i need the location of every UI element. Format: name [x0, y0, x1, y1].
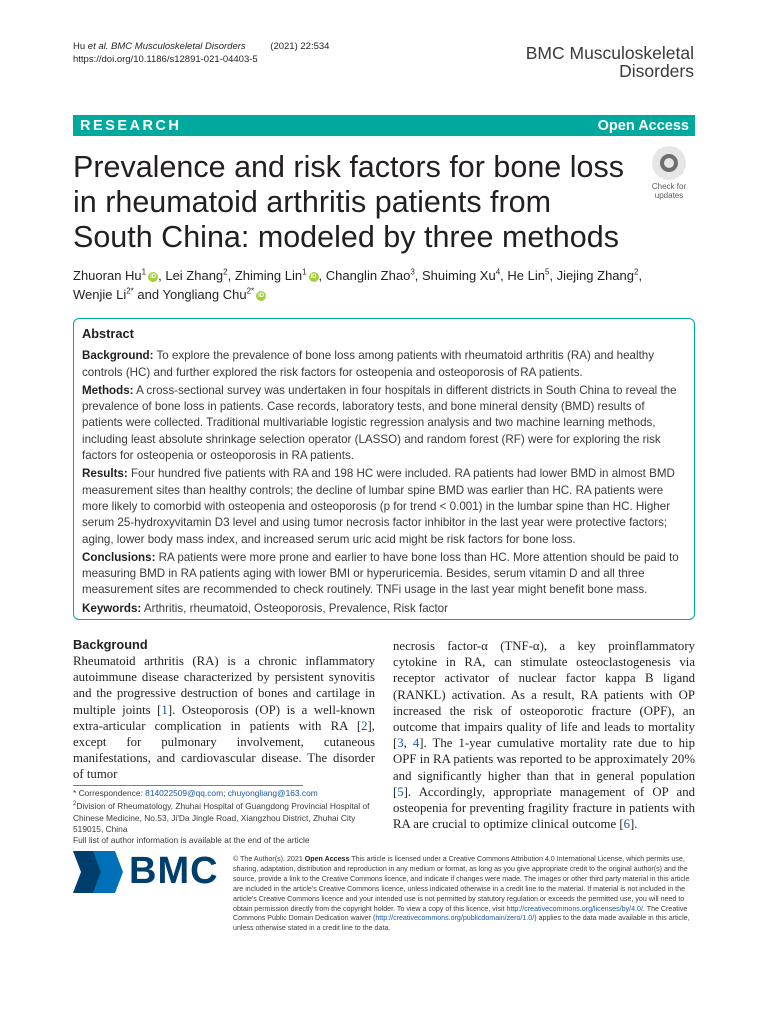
publisher-logo: [73, 850, 223, 895]
license-link[interactable]: http://creativecommons.org/publicdomain/zero/1.0/: [375, 914, 535, 923]
orcid-icon[interactable]: iD: [310, 273, 317, 280]
journal-brand: [526, 44, 694, 80]
bmc-logo-icon: [73, 851, 123, 893]
author-name: He Lin: [507, 268, 545, 283]
brand-line-2: Disorders: [619, 61, 694, 81]
author-affiliation-sup: 2*: [246, 286, 255, 296]
citation-link[interactable]: 3: [397, 736, 404, 751]
author-name: Zhuoran Hu: [73, 268, 142, 283]
more-info-note: Full list of author information is available at the end of the article: [73, 835, 310, 846]
author-list: Zhuoran Hu$^1$ iD , Lei Zhang$^2$, Zhiming Lin$^1$ iD , Changlin Zhao$^3$, Shuiming Xu$^4$, He Lin$^5$, Jiejing Zhang$^2$, Wenjie $Li^{2*}$ and Yongliang Chu$^{2*}$ iD: [73, 267, 643, 302]
author-affiliation-sup: 4: [495, 267, 501, 277]
header-year-volume: (2021) 22:534: [270, 41, 330, 52]
citation-link[interactable]: 5: [397, 784, 404, 799]
article-type: RESEARCH: [80, 117, 182, 134]
abstract-section: Conclusions: RA patients were more prone and earlier to have bone loss than HC. More attention should be paid to measuring BMD in RA patients aging with lower BMI or hyperuricemia. Besides, serum vitamin D and all three measurement sites are recommended to check routinely. TNFi usage in the last year might benefit bone mass.: [82, 550, 679, 597]
running-header: [73, 40, 329, 66]
author-name: Lei Zhang: [165, 268, 224, 283]
article-type-banner: [73, 115, 695, 136]
body-column-left: [73, 637, 375, 783]
email-link[interactable]: 814022509@qq.com: [145, 788, 224, 798]
author-name: Yongliang Chu: [162, 287, 247, 302]
check-updates-icon: [652, 146, 686, 180]
author-affiliation-sup: 2: [634, 267, 639, 277]
abstract-section-label: Results:: [82, 467, 128, 481]
correspondence-footnote: * Correspondence: 814022509@qq.com; chuyongliang@163.com $^2$Division of Rheumatology, Zhuhai Hospital of Guangdong Provincial Hospital of Chinese Medicine, No.53, Ji'Da Jingle Road, Xiangzhou District, Zhuhai City 519015, China Full list of author information is available at the end of the article: [73, 788, 375, 847]
brand-line-1: BMC Musculoskeletal: [525, 43, 694, 63]
open-access-label: Open Access: [597, 117, 689, 134]
citation-link[interactable]: 2: [361, 718, 368, 733]
abstract-section-label: Conclusions:: [82, 550, 156, 564]
author-affiliation-sup: 5: [544, 267, 550, 277]
abstract-section-label: Methods:: [82, 383, 134, 397]
body-paragraph: Rheumatoid arthritis (RA) is a chronic inflammatory autoimmune disease characterized by persistent synovitis and the progressive destruction of bones and cartilage in multiple joints [1]. Osteoporosis (OP) is a well-known extra-articular complication in patients with RA [2], except for pulmonary involvement, cutaneous manifestations, and cardiovascular disease. The disorder of tumor: [73, 654, 375, 782]
check-updates-line-2: updates: [654, 191, 684, 200]
footnote-divider: [73, 785, 303, 786]
body-paragraph: necrosis factor-α (TNF-α), a key proinflammatory cytokine in RA, can stimulate osteoclastogenesis via receptor activator of nuclear factor kappa B ligand (RANKL) activation. As a result, RA patients with OP increased the risk of osteoporotic fracture (OPF), an outcome that impairs quality of life and leads to mortality [3, 4]. The 1-year cumulative mortality rate due to hip OPF in RA patients was reported to be approximately 20% and significantly higher than that in general population [5]. Accordingly, appropriate management of OP and osteopenia for preventing fragility fracture in patients with RA are crucial to optimize clinical outcome [6].: [393, 639, 695, 832]
abstract-sections: [82, 348, 686, 617]
citation-link[interactable]: 6: [623, 817, 631, 832]
section-heading: Background: [73, 637, 148, 652]
license-link[interactable]: http://creativecommons.org/licenses/by/4.0/: [506, 904, 643, 913]
author-affiliation-sup: 3: [410, 267, 415, 277]
author-name: Changlin Zhao: [325, 268, 411, 283]
citation-link[interactable]: 4: [412, 736, 420, 751]
license-statement: © The Author(s). 2021 Open Access This article is licensed under a Creative Commons Attribution 4.0 International License, which permits use, sharing, adaptation, distribution and reproduction in any medium or format, as long as you give appropriate credit to the original author(s) and the source, provide a link to the Creative Commons licence, and indicate if changes were made. The images or other third party material in this article are included in the article's Creative Commons licence, unless indicated otherwise in a credit line to the material. If material is not included in the article's Creative Commons licence and your intended use is not permitted by statutory regulation or exceeds the permitted use, you will need to obtain permission directly from the copyright holder. To view a copy of this licence, visit http://creativecommons.org/licenses/by/4.0/. The Creative Commons Public Domain Dedication waiver (http://creativecommons.org/publicdomain/zero/1.0/) applies to the data made available in this article, unless otherwise stated in a credit line to the data.: [233, 855, 690, 933]
author-name: Jiejing Zhang: [556, 268, 634, 283]
article-title: Prevalence and risk factors for bone loss in rheumatoid arthritis patients from South China: modeled by three methods: [73, 150, 624, 254]
orcid-icon[interactable]: iD: [150, 273, 157, 280]
affiliation: Division of Rheumatology, Zhuhai Hospital of Guangdong Provincial Hospital of Chinese Medicine, No.53, Ji'Da Jingle Road, Xiangzhou District, Zhuhai City 519015, China: [73, 801, 370, 835]
body-column-right: [393, 638, 695, 832]
abstract-section-label: Background:: [82, 349, 154, 363]
abstract-section: Background: To explore the prevalence of bone loss among patients with rheumatoid arthritis (RA) and healthy controls (HC) and further explored the risk factors for osteopenia and osteoporosis of RA patients.: [82, 349, 655, 379]
header-journal: et al. BMC Musculoskeletal Disorders: [87, 41, 246, 52]
abstract-section: Keywords: Arthritis, rheumatoid, Osteoporosis, Prevalence, Risk factor: [82, 601, 448, 615]
doi-link[interactable]: https://doi.org/10.1186/s12891-021-04403-5: [73, 54, 258, 65]
author-name: Wenjie Li: [73, 287, 127, 302]
abstract-section: Results: Four hundred five patients with RA and 198 HC were included. RA patients had lower BMD in almost BMD measurement sites than healthy controls; the decline of lumbar spine BMD was earlier than HC. RA patients were more likely to comorbid with osteopenia and osteoporosis (p for trend < 0.001) in the lumbar spine than HC. Higher serum 25-hydroxyvitamin D3 level and using tumor necrosis factor inhibitor in the last year were protective factors; aging, lower body mass index, and increased serum uric acid might be risk factors for bone loss.: [82, 467, 675, 546]
author-affiliation-sup: 1: [141, 267, 147, 277]
citation-line: [73, 40, 329, 53]
abstract-section: Methods: A cross-sectional survey was undertaken in four hospitals in different districts in South China to reveal the prevalence of bone loss in patients. Case records, laboratory tests, and bone mineral density (BMD) results of patients were collected. Traditional multivariable logistic regression analysis and two machine learning methods, including least absolute shrinkage selection operator (LASSO) and random forest (RF) were for exploring the risk factors for osteopenia or osteoporosis in RA patients.: [82, 383, 677, 463]
bmc-wordmark: BMC: [129, 850, 219, 892]
abstract-heading: Abstract: [82, 326, 134, 341]
abstract-box: [73, 318, 695, 620]
header-author: Hu: [73, 41, 86, 52]
author-affiliation-sup: 2: [223, 267, 228, 277]
email-link[interactable]: chuyongliang@163.com: [227, 788, 318, 798]
check-updates-line-1: Check for: [651, 182, 687, 191]
check-for-updates-badge[interactable]: [643, 146, 695, 200]
author-affiliation-sup: 1: [302, 267, 307, 277]
abstract-section-label: Keywords:: [82, 601, 142, 615]
citation-link[interactable]: 1: [161, 702, 168, 717]
author-affiliation-sup: 2*: [126, 286, 134, 296]
author-name: Zhiming Lin: [234, 268, 303, 283]
orcid-icon[interactable]: iD: [258, 292, 265, 299]
author-name: Shuiming Xu: [422, 268, 496, 283]
